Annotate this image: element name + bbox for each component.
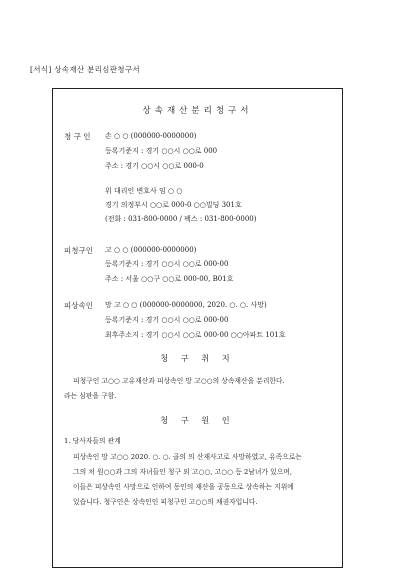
claimant-role: 청 구 인	[64, 132, 91, 141]
purpose-line-2: 라는 심판을 구함.	[64, 392, 117, 400]
form-label: [서식] 상속재산 분리심판청구서	[30, 65, 140, 74]
document-frame	[52, 88, 343, 568]
claimant-agent-contact: (전화 : 031-800-0000 / 팩스 : 031-800-0000)	[105, 215, 257, 223]
deceased-role: 피상속인	[64, 301, 93, 310]
purpose-line-1: 피청구인 고○○ 고유재산과 피상속인 망 고○○의 상속재산을 분리한다.	[73, 377, 285, 385]
reasons-line-2: 그의 처 원○○과 그의 자녀들인 청구 외 고○○, 고○○ 등 2남녀가 있으며,	[73, 468, 293, 476]
reasons-heading: 1. 당사자들의 관계	[64, 437, 121, 445]
document-title: 상속재산분리청구서	[142, 106, 253, 116]
reasons-line-3: 이들은 피상속인 사망으로 인하여 동인의 재산을 공동으로 상속하는 지위에	[73, 483, 294, 491]
deceased-registered-address: 등록기준지 : 경기 ○○시 ○○로 000-00	[105, 316, 229, 324]
claimant-name: 손 ○ ○ (000000-0000000)	[105, 132, 197, 140]
reasons-line-4: 있습니다. 청구인은 상속인인 피청구인 고○○의 채권자입니다.	[73, 498, 258, 506]
reasons-line-1: 피상속인 망 고○○ 2020. ○. ○. 골의 의 산재사고로 사망하였고, 유족으로는	[73, 453, 302, 461]
deceased-last-address: 최후주소지 : 경기 ○○시 ○○로 000-00 ○○아파트 101호	[105, 331, 286, 339]
respondent-registered-address: 등록기준지 : 경기 ○○시 ○○로 000-00	[105, 260, 229, 268]
claimant-address: 주소 : 경기 ○○시 ○○로 000-0	[105, 162, 204, 170]
claimant-agent-address: 경기 의정부시 ○○로 000-0 ○○빌딩 301호	[105, 201, 242, 209]
purpose-title: 청 구 취 지	[160, 353, 235, 363]
respondent-role: 피청구인	[64, 246, 93, 255]
claimant-agent: 위 대리인 변호사 임 ○ ○	[105, 187, 183, 195]
reasons-title: 청 구 원 인	[160, 415, 235, 425]
claimant-registered-address: 등록기준지 : 경기 ○○시 ○○로 000	[105, 147, 218, 155]
respondent-address: 주소 : 서울 ○○구 ○○로 000-00, B01호	[105, 275, 234, 283]
deceased-name: 망 고 ○ ○ (000000-0000000, 2020. ○. ○. 사망)	[105, 301, 267, 309]
respondent-name: 고 ○ ○ (000000-0000000)	[105, 246, 197, 254]
